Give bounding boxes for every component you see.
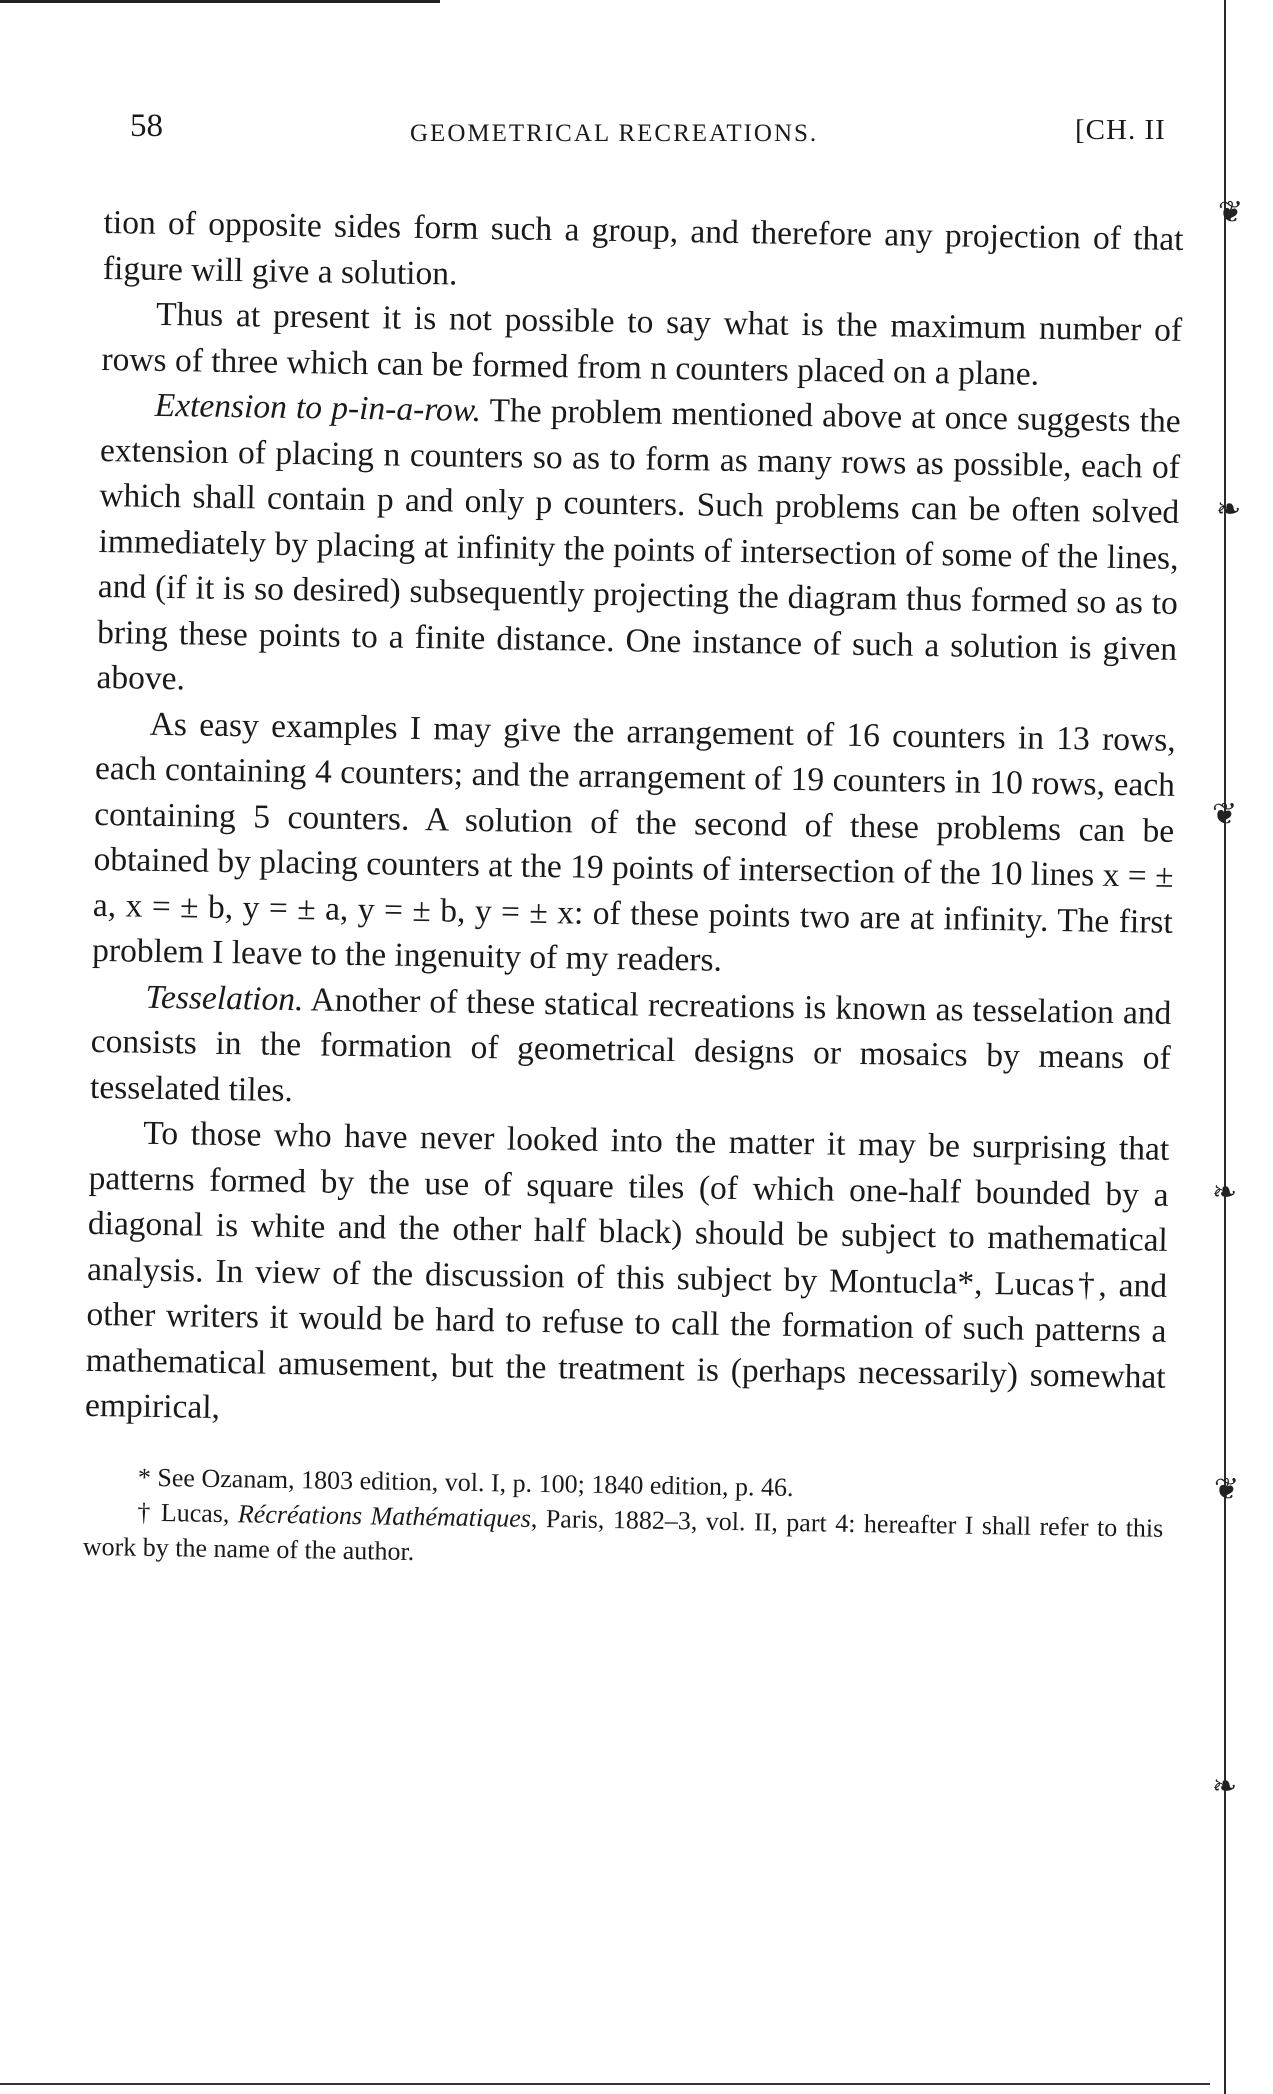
paragraph-text: Another of these statical recreations is known as tesselation and consists in the formation of geometrical designs or mosaics by means of tesselated tiles. [89,980,1172,1109]
footnote-text: † Lucas, [137,1497,239,1528]
footnotes [83,1458,1165,1580]
paragraph-text: The problem mentioned above at once suggests the extension of placing n counters so as to form as many rows as possible, each of which shall contain p and only p counters. Such problems can be often solved immediately by placing at infinity the points of intersection of some of the lines, and (if it is so desired) subsequently projecting the diagram thus formed so as to bring these points to a finite distance. One instance of such a solution is given above. [96,391,1181,698]
footnote-text: , Paris, 1882–3, vol. II, part 4: hereafter I shall refer to this work by the name of the author. [82,1503,1164,1566]
edge-ornament-icon: ❧ [1212,1175,1238,1210]
running-title: GEOMETRICAL RECREATIONS. [410,120,819,147]
paragraph [101,291,1182,399]
edge-ornament-icon: ❧ [1216,492,1242,527]
paragraph-text: Thus at present it is not possible to say what is the maximum number of rows of three which can be formed from n counters placed on a plane. [101,295,1183,393]
top-edge-rule [0,0,440,3]
page-number: 58 [130,108,163,144]
body-text [83,200,1184,1580]
cited-title: Récréations Mathématiques [237,1498,532,1533]
paragraph [96,382,1181,717]
bottom-edge-rule [0,2083,1210,2085]
edge-ornament-icon: ❦ [1218,195,1244,230]
edge-ornament-icon: ❦ [1212,797,1238,832]
paragraph [90,973,1172,1126]
paragraph-text: tion of opposite sides form such a group, and therefore any projection of that figure will give a solution. [102,203,1184,293]
page-header [130,108,1190,158]
section-heading: Extension to p-in-a-row. [154,386,482,429]
footnote-text: * See Ozanam, 1803 edition, vol. I, p. 100; 1840 edition, p. 46. [137,1462,794,1502]
paragraph [85,1110,1170,1445]
section-heading: Tesselation. [145,978,304,1018]
edge-ornament-icon: ❧ [1212,1769,1238,1804]
paragraph [103,200,1184,308]
chapter-reference: [CH. II [1075,114,1166,146]
paragraph-text: As easy examples I may give the arrangement of 16 counters in 13 rows, each containing 4 counters; and the arrangement of 19 counters in 10 rows, each containing 5 counters. A solution of the second of these problems can be obtained by placing counters at the 19 points of intersection of the 10 lines x = ± a, x = ± b, y = ± a, y = ± b, y = ± x: of these points two are at infinity. The first problem I leave to the ingenuity of my readers. [91,705,1176,979]
paragraph-text: To those who have never looked into the matter it may be surprising that patterns formed by the use of square tiles (of which one-half bounded by a diagonal is white and the other half black) should be subject to mathematical analysis. In view of the discussion of this subject by Montucla*, Lucas†, and other writers it would be hard to refuse to call the formation of such patterns a mathematical amusement, but the treatment is (perhaps necessarily) somewhat empirical, [84,1114,1170,1426]
edge-ornament-icon: ❦ [1214,1472,1240,1507]
paragraph [92,700,1176,990]
